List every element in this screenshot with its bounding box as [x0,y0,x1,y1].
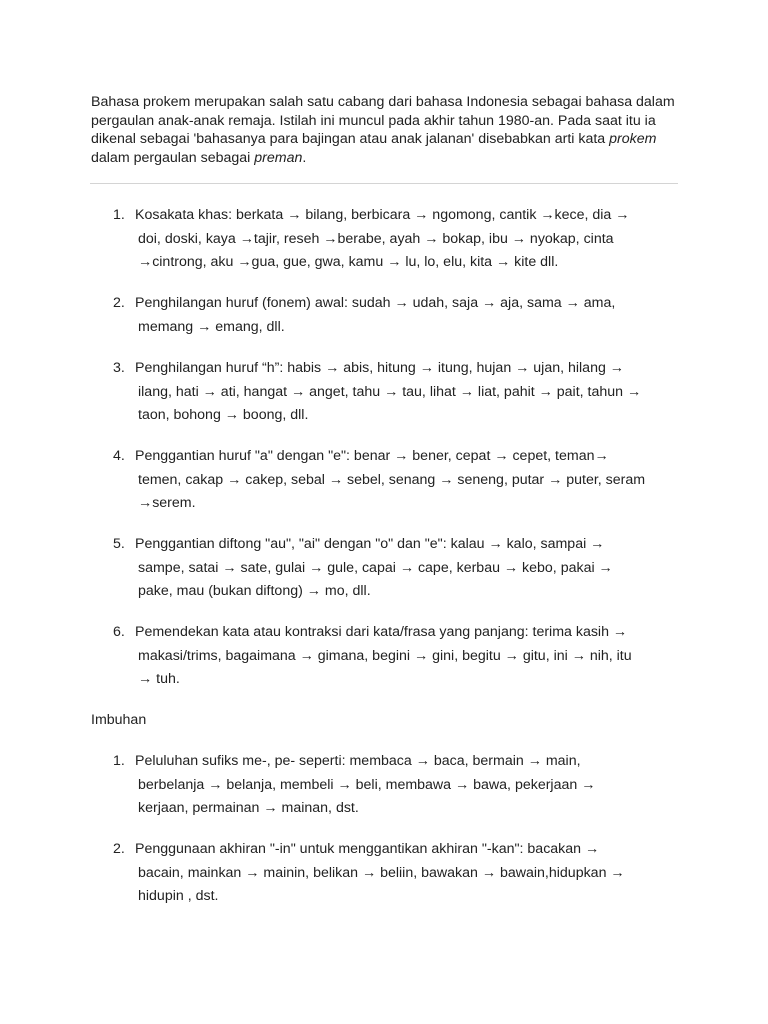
list-item-text [135,204,681,275]
intro-text-part1: Bahasa prokem merupakan salah satu cabang dari bahasa Indonesia sebagai bahasa dalam pergaulan anak-anak remaja. Istilah ini muncul pada akhir tahun 1980-an. Pada saat itu ia dikenal sebagai 'bahasanya para bajingan atau anak jalanan' disebabkan arti kata [91,94,675,147]
list-item-text [135,533,681,604]
intro-term-prokem: prokem [609,131,657,147]
list-item-line: kerjaan, permainan → mainan, dst. [138,800,359,816]
list-item-line: berbelanja → belanja, membeli → beli, membawa → bawa, pekerjaan → [138,776,596,793]
list-item-number: 2. [113,841,125,857]
list-item-line: Penghilangan huruf “h”: habis → abis, hitung → itung, hujan → ujan, hilang → [135,360,624,376]
intro-text-part3: . [302,149,307,166]
list-item-line: Pemendekan kata atau kontraksi dari kata/frasa yang panjang: terima kasih → [135,624,628,640]
list-item-line: Penggantian huruf "a" dengan "e": benar → bener, cepat → cepet, teman→ [135,448,609,464]
list-item-text [135,357,681,428]
list-item-number: 1. [113,207,125,223]
list-item-line: → tuh. [138,671,180,687]
list-item-line: makasi/trims, bagaimana → gimana, begini → gini, begitu → gitu, ini → nih, itu [138,647,632,664]
horizontal-divider [90,183,678,184]
list-item-number: 2. [113,295,125,311]
intro-paragraph [91,93,681,167]
list-item-line: ilang, hati → ati, hangat → anget, tahu → tau, lihat → liat, pahit → pait, tahun → [138,383,642,400]
section-heading: Imbuhan [91,712,147,728]
list-item-text [135,621,681,692]
list-item-text [135,838,681,909]
list-item-line: pake, mau (bukan diftong) → mo, dll. [138,583,371,599]
list-item-line: sampe, satai → sate, gulai → gule, capai → cape, kerbau → kebo, pakai → [138,559,613,576]
list-item-text [135,445,681,516]
list-item-line: temen, cakap → cakep, sebal → sebel, senang → seneng, putar → puter, seram [138,471,646,488]
list-item-line: memang → emang, dll. [138,318,285,335]
intro-term-preman: preman [254,149,303,166]
list-item-number: 1. [113,753,125,769]
list-item-number: 5. [113,536,125,552]
list-item-text [135,750,681,821]
list-item-line: taon, bohong → boong, dll. [138,407,309,423]
list-item-line: hidupin , dst. [138,888,219,904]
intro-text-part2: dalam pergaulan sebagai [91,149,255,166]
list-item-line: →cintrong, aku →gua, gue, gwa, kamu → lu, lo, elu, kita → kite dll. [138,254,559,270]
list-item-number: 3. [113,360,125,376]
list-item-number: 4. [113,448,125,464]
list-item-line: Peluluhan sufiks me-, pe- seperti: membaca → baca, bermain → main, [135,753,581,769]
list-item-line: bacain, mainkan → mainin, belikan → beliin, bawakan → bawain,hidupkan → [138,864,625,881]
list-item-text [135,292,681,339]
list-item-line: Penggantian diftong "au", "ai" dengan "o" dan "e": kalau → kalo, sampai → [135,536,605,552]
list-item-number: 6. [113,624,125,640]
list-item-line: Penggunaan akhiran "-in" untuk menggantikan akhiran "-kan": bacakan → [135,841,600,857]
list-item-line: →serem. [138,495,196,511]
list-item-line: Penghilangan huruf (fonem) awal: sudah → udah, saja → aja, sama → ama, [135,295,616,311]
list-item-line: Kosakata khas: berkata → bilang, berbicara → ngomong, cantik →kece, dia → [135,207,630,223]
list-item-line: doi, doski, kaya →tajir, reseh →berabe, ayah → bokap, ibu → nyokap, cinta [138,230,614,247]
